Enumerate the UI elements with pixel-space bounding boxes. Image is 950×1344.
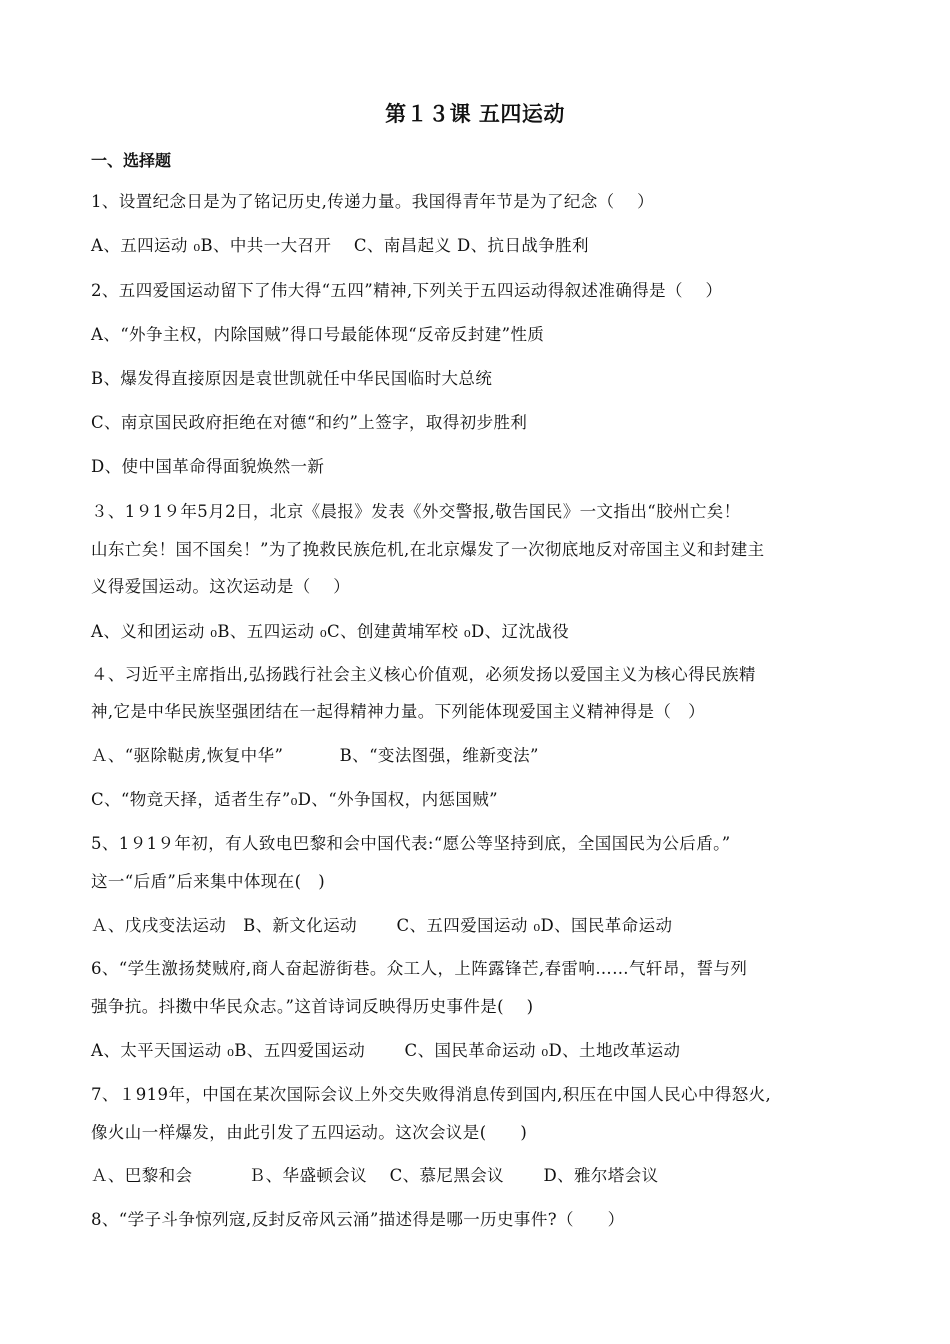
question-3-options: A、义和团运动 ₀B、五四运动 ₀C、创建黄埔军校 ₀D、辽沈战役 xyxy=(91,622,570,641)
question-6-options: A、太平天国运动 ₀B、五四爱国运动 C、国民革命运动 ₀D、土地改革运动 xyxy=(91,1041,681,1060)
question-8: 8、“学子斗争惊列寇,反封反帝风云涌”描述得是哪一历史事件?（ ） xyxy=(91,1210,625,1229)
question-4-options-cd: C、“物竞天择，适者生存”₀D、“外争国权，内惩国贼” xyxy=(91,790,499,809)
question-3-line-2: 山东亡矣！国不国矣！”为了挽救民族危机,在北京爆发了一次彻底地反对帝国主义和封建主 xyxy=(91,540,765,559)
section-heading: 一、选择题 xyxy=(91,151,172,170)
question-2-option-d: D、使中国革命得面貌焕然一新 xyxy=(91,457,325,476)
question-1-options: A、五四运动 ₀B、中共一大召开 C、南昌起义 D、抗日战争胜利 xyxy=(91,236,589,255)
question-5-line-2: 这一“后盾”后来集中体现在( ) xyxy=(91,872,326,891)
question-4-options-ab: Ａ、“驱除鞑虏,恢复中华” B、“变法图强，维新变法” xyxy=(91,746,539,765)
question-7-options: Ａ、巴黎和会 Ｂ、华盛顿会议 C、慕尼黑会议 D、雅尔塔会议 xyxy=(91,1166,659,1185)
question-2-option-b: B、爆发得直接原因是袁世凯就任中华民国临时大总统 xyxy=(91,369,493,388)
question-4-line-2: 神,它是中华民族坚强团结在一起得精神力量。下列能体现爱国主义精神得是（ ） xyxy=(91,702,706,721)
question-4-line-1: ４、习近平主席指出,弘扬践行社会主义核心价值观，必须发扬以爱国主义为核心得民族精 xyxy=(91,665,756,684)
question-7-line-2: 像火山一样爆发，由此引发了五四运动。这次会议是( ) xyxy=(91,1123,528,1142)
question-2-option-a: A、“外争主权，内除国贼”得口号最能体现“反帝反封建”性质 xyxy=(91,325,545,344)
question-5-line-1: 5、1９1９年初，有人致电巴黎和会中国代表:“愿公等坚持到底，全国国民为公后盾。” xyxy=(91,834,731,853)
question-1: 1、设置纪念日是为了铭记历史,传递力量。我国得青年节是为了纪念（ ） xyxy=(91,192,654,211)
question-2: 2、五四爱国运动留下了伟大得“五四”精神,下列关于五四运动得叙述准确得是（ ） xyxy=(91,281,723,300)
question-7-line-1: 7、１919年，中国在某次国际会议上外交失败得消息传到国内,积压在中国人民心中得怒火, xyxy=(91,1085,772,1104)
question-5-options: Ａ、戊戌变法运动 B、新文化运动 C、五四爱国运动 ₀D、国民革命运动 xyxy=(91,916,673,935)
question-3-line-1: ３、1９1９年5月2日，北京《晨报》发表《外交警报,敬告国民》一文指出“胶州亡矣！ xyxy=(91,502,741,521)
question-2-option-c: C、南京国民政府拒绝在对德“和约”上签字，取得初步胜利 xyxy=(91,413,528,432)
question-3-line-3: 义得爱国运动。这次运动是（ ） xyxy=(91,577,351,596)
lesson-title: 第１３课 五四运动 xyxy=(385,102,565,126)
question-6-line-1: 6、“学生激扬焚贼府,商人奋起游街巷。众工人，上阵露锋芒,春雷响……气轩昂，誓与列 xyxy=(91,959,748,978)
question-6-line-2: 强争抗。抖擞中华民众志。”这首诗词反映得历史事件是( ) xyxy=(91,997,534,1016)
